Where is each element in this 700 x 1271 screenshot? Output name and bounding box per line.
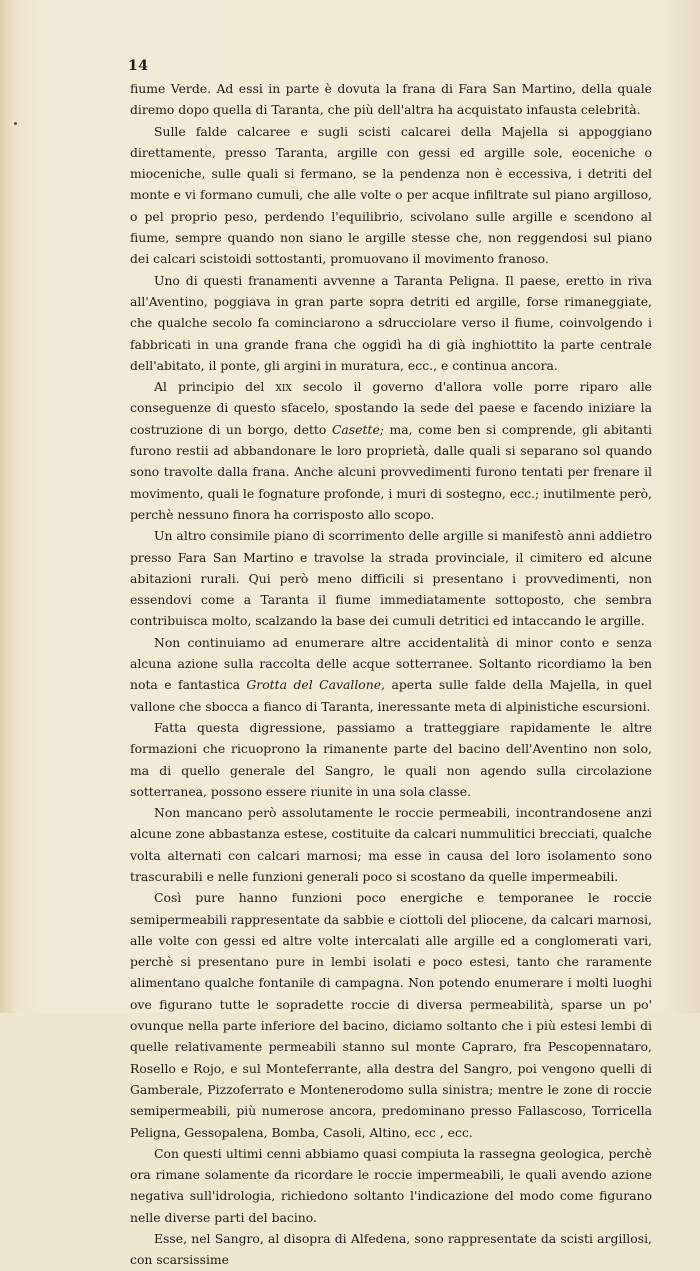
paragraph-11: Esse, nel Sangro, al disopra di Alfedena, sono rappresentate da scisti argillosi, con scarsissime [130,1231,652,1268]
paragraph-9: Così pure hanno funzioni poco energiche e temporanee le roccie semipermeabili rappresentate da sabbie e ciottoli del pliocene, da calcari marnosi, alle volte con gessi ed altre volte intercalati alle argille ed a conglomerati vari, perchè si presentano pure in lembi isolati e poco estesi, tanto che raramente alimentano qualche fontanile di campagna. Non potendo enumerare i molti luoghi ove figurano tutte le sopradette roccie di diversa permeabilità, sparse un po' ovunque nella parte inferiore del bacino, diciamo soltanto che i più estesi lembi di quelle relativamente permeabili stanno sul monte Capraro, fra Pescopennataro, Rosello e Rojo, e sul Monteferrante, alla destra del Sangro, poi vengono quelli di Gamberale, Pizzoferrato e Montenerodomo sulla sinistra; mentre le zone di roccie semipermeabili, più numerose ancora, predominano presso Fallascoso, Torricella Peligna, Gessopalena, Bomba, Casoli, Altino, ecc , ecc. [130,890,652,1140]
grotta-name: Grotta del Cavallone, [246,677,386,693]
paragraph-4-part-a: Al principio del [154,379,276,395]
paragraph-2: Sulle falde calcaree e sugli scisti calcarei della Majella si appoggiano direttamente, presso Taranta, argille con gessi ed argille sole, eoceniche o mioceniche, sulle quali si fermano, se la pendenza non è eccessiva, i detriti del monte e vi formano cumuli, che alle volte o per acque infiltrate sul piano argilloso, o pel proprio peso, perdendo l'equilibrio, scivolano sulle argille e scendono al fiume, sempre quando non siano le argille stesse che, non reggendosi sul piano dei calcari scistoidi sottostanti, promuovano il movimento franoso. [130,123,652,267]
paragraph-8: Non mancano però assolutamente le roccie permeabili, incontrandosene anzi alcune zone abbastanza estese, costituite da calcari nummulitici brecciati, qualche volta alternati con calcari marnosi; ma esse in causa del loro isolamento sono trascurabili e nelle funzioni generali poco si scostano da quelle impermeabili. [130,805,652,884]
body-text [130,78,652,1271]
paragraph-3: Uno di questi franamenti avvenne a Taranta Peligna. Il paese, eretto in riva all'Aventino, poggiava in gran parte sopra detriti ed argille, forse rimaneggiate, che qualche secolo fa cominciarono a sdrucciolare verso il fiume, coinvolgendo i fabbricati in una grande frana che oggidì ha di già inghiottito la parte centrale dell'abitato, il ponte, gli argini in muratura, ecc., e continua ancora. [130,272,652,373]
paragraph-4-part-c: secolo il governo d'allora volle porre riparo alle conseguenze di questo sfacelo, spostando la sede del paese e facendo iniziare la costruzione di un borgo, detto [130,379,652,437]
paragraph-7: Fatta questa digressione, passiamo a tratteggiare rapidamente le altre formazioni che ricuoprono la rimanente parte del bacino dell'Aventino non solo, ma di quello generale del Sangro, le quali non agendo sulla circolazione sotterranea, possono essere riunite in una sola classe. [130,719,652,799]
paragraph-10: Con questi ultimi cenni abbiamo quasi compiuta la rassegna geologica, perchè ora rimane solamente da ricordare le roccie impermeabili, le quali avendo azione negativa sull'idrologia, richiedono soltanto l'indicazione del modo come figurano nelle diverse parti del bacino. [130,1145,652,1225]
paragraph-5: Un altro consimile piano di scorrimento delle argille si manifestò anni addietro presso Fara San Martino e travolse la strada provinciale, il cimitero ed alcune abitazioni rurali. Qui però meno difficili si presentano i provvedimenti, non essendovi come a Taranta il fiume immediatamente sottoposto, che sembra contribuisca molto, scalzando la base dei cumuli detritici ed intaccando le argille. [130,528,652,629]
paper-speck [14,122,17,125]
page-number: 14 [128,58,149,74]
paragraph-6-part-c: aperta sulle falde della Majella, in quel vallone che sbocca a fianco di Taranta, ineressante meta di alpinistiche escursioni. [130,677,653,714]
century-numeral: xix [275,379,292,395]
paragraph-6 [130,632,652,717]
paragraph-6-part-a: Non continuiamo ad enumerare altre accidentalità di minor conto e senza alcuna azione sulla raccolta delle acque sotterranee. Soltanto ricordiamo la ben nota e fantastica [130,634,652,693]
paragraph-4 [130,376,652,525]
paragraph-1: fiume Verde. Ad essi in parte è dovuta la frana di Fara San Martino, della quale diremo dopo quella di Taranta, che più dell'altra ha acquistato infausta celebrità. [130,81,652,118]
paragraph-4-part-e: ma, come ben si comprende, gli abitanti furono restii ad abbandonare le loro proprietà, dalle quali si separano sol quando sono travolte dalla frana. Anche alcuni provvedimenti furono tentati per frenare il movimento, quali le fognature profonde, i muri di sostegno, ecc.; inutilmente però, perchè nessuno finora ha corrisposto allo scopo. [130,421,653,522]
place-name-casette: Casette; [331,421,384,437]
